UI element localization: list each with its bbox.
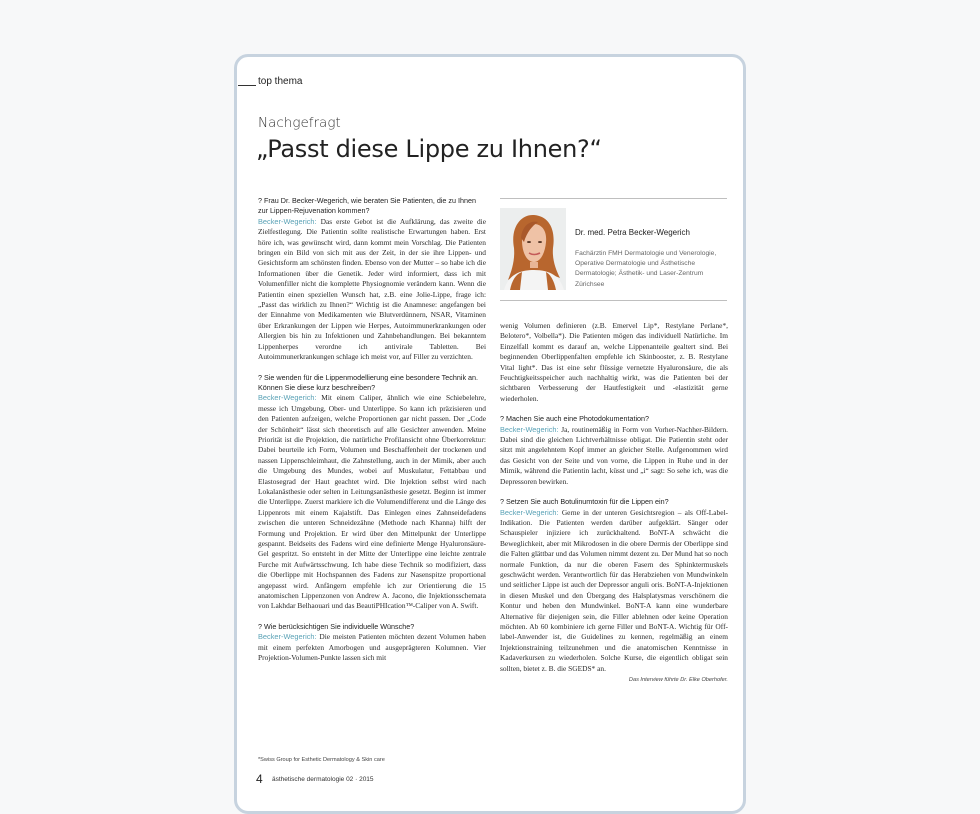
speaker-label: Becker-Wegerich: xyxy=(258,393,317,403)
left-column xyxy=(258,196,486,673)
section-rule xyxy=(238,85,256,86)
profile-top-rule xyxy=(500,198,727,199)
speaker-label: Becker-Wegerich: xyxy=(500,507,559,517)
qa-block xyxy=(500,414,728,487)
footnote: *Swiss Group for Esthetic Dermatology & Skin care xyxy=(258,757,385,763)
continued-answer: wenig Volumen definieren (z.B. Emervel Lip*, Restylane Perlane*, Belotero*, Volbella*). Die Patienten mögen das individuell Natürliche. Im Einzelfall kommt es darauf an, welche Lippenanteile gealtert sind. Bei beginnenden Oberlippenfalten empfehle ich Skinbooster, z. B. Restylane Vital light*. Das ist eine sehr flüssige vernetzte Hyaluronsäure, die als Feuchtigkeitsspeicher auch nachhaltig wirkt, was die Patienten bei der sichtbaren Verbesserung der Hautfestigkeit und -elastizität gerne wiederholen. xyxy=(500,321,728,403)
author-name: Dr. med. Petra Becker-Wegerich xyxy=(575,228,691,237)
question: ? Frau Dr. Becker-Wegerich, wie beraten Sie Patienten, die zu Ihnen zur Lippen-Rejuvenation kommen? xyxy=(258,196,477,216)
author-description: Fachärztin FMH Dermatologie und Venerologie, Operative Dermatologie und Ästhetische Dermatologie; Ästhetik- und Laser-Zentrum Zürichsee xyxy=(575,250,717,288)
qa-block xyxy=(258,196,486,363)
portrait-image xyxy=(500,208,566,290)
interview-credit: Das Interview führte Dr. Elke Oberhofer. xyxy=(628,677,728,683)
speaker-label: Becker-Wegerich: xyxy=(258,632,317,642)
page-number: 4 xyxy=(256,772,263,786)
answer-text: Gerne in der unteren Gesichtsregion – als Off-Label-Indikation. Die Patienten werden darüber aufgeklärt. Sänger oder Schauspieler injiziere ich zurückhaltend. BoNT-A schwächt die Beweglichkeit, aber mit Mikrodosen in die obere Dermis der Oberlippe sind die Falten glättbar und das Volumen nimmt dezent zu. Der Mund hat so noch normale Funktion, da nur die oberen Fasern des Sphinktermuskels geschwächt werden. Verantwortlich für das Herabziehen von Mundwinkeln und seitlicher Lippe ist auch der Depressor anguli oris. BoNT-A-Injektionen in diesen Muskel und den Übergang des Halsplatysmas verschönern die Kontur und heben den Mundwinkel. BoNT-A kann eine wunderbare Alternative für diejenigen sein, die Filler ablehnen oder keine Operation möchten. Ab 60 kombiniere ich gerne Filler und BoNT-A. Wichtig für Off-label-Anwender ist, die Guidelines zu kennen, regelmäßig an einem Injektionstraining teilzunehmen und die anatomischen Kenntnisse in Kadaverkursen zu wiederholen. Solche Kurse, die eigentlich obligat sein sollten, bietet z. B. die SGEDS* an. xyxy=(500,507,728,673)
answer-text: Das erste Gebot ist die Aufklärung, das zweite die Zielfestlegung. Die Patientin sollte realistische Erwartungen haben. Erst höre ich, was gewünscht wird, dann kommt mein Vorschlag. Die Patienten bringen ein Bild von sich mit aus der Zeit, in der sie ihre Lippen- und Gesichtsform am schönsten finden. Ebenso von der Mutter – so habe ich die Informationen über die Genetik. Jeder wird informiert, dass ich mit Volumenfiller nicht die komplette Physiognomie verändern kann. Wenn die Patientin einen speziellen Wunsch hat, z.B. eine Jolie-Lippe, frage ich: „Passt das wirklich zu Ihnen?“ Wichtig ist die Anamnese: angefangen bei der Einnahme von Medikamenten wie Blutverdünnern, NSAR, Vitaminen über Erkrankungen der Lippen wie Herpes, Autoimmunerkrankungen oder Allergien bis hin zu Infektionen und Zahnbehandlungen. Bei bekanntem Lippenherpes verordne ich antivirale Tabletten. Bei Autoimmunerkrankungen schlage ich meist vor, auf Filler zu verzichten. xyxy=(258,216,486,362)
speaker-label: Becker-Wegerich: xyxy=(500,424,559,434)
profile-bottom-rule xyxy=(500,300,727,301)
author-portrait xyxy=(500,208,566,290)
question: ? Wie berücksichtigen Sie individuelle Wünsche? xyxy=(258,621,415,631)
speaker-label: Becker-Wegerich: xyxy=(258,216,317,226)
article-title: „Passt diese Lippe zu Ihnen?“ xyxy=(256,135,602,163)
question: ? Machen Sie auch eine Photodokumentation? xyxy=(500,414,650,424)
journal-name: ästhetische dermatologie 02 · 2015 xyxy=(272,776,374,783)
article-kicker: Nachgefragt xyxy=(258,115,341,131)
question: ? Setzen Sie auch Botulinumtoxin für die Lippen ein? xyxy=(500,497,669,507)
answer-text: Die meisten Patienten möchten dezent Volumen haben mit einem perfekten Amorbogen und ausgeprägteren Kolumnen. Vier Projektion-Volumen-Punkte lassen sich mit xyxy=(258,632,486,663)
qa-block xyxy=(258,622,486,664)
question: ? Sie wenden für die Lippenmodellierung eine besondere Technik an. Können Sie diese kurz beschreiben? xyxy=(258,372,479,392)
section-label: top thema xyxy=(258,76,303,87)
answer-text: Ja, routinemäßig in Form von Vorher-Nachher-Bildern. Dabei sind die gleichen Lichtverhältnisse obligat. Die Patientin steht oder sitzt mit angelehntem Kopf immer an gleicher Stelle. Aufgenommen wird das Gesicht von der Seite und von vorne, die Lippen in Ruhe und in der Mimik, während die Patientin lacht, küsst und „i“ sagt: So sehe ich, was die Depressoren bewirken. xyxy=(500,424,728,486)
right-column xyxy=(500,321,728,685)
answer-text: Mit einem Caliper, ähnlich wie eine Schiebelehre, messe ich Umgebung, Ober- und Unterlippe. So kann ich präzisieren und den Patienten aufzeigen, welche Proportionen gar nicht passen. Der „Code der Schönheit“ lässt sich theoretisch auf alle Gesichter anwenden. Meine Priorität ist die Projektion, die natürliche Profilansicht ohne Überkorrektur: Dabei beurteile ich Form, Volumen und Beschaffenheit der trockenen und nassen Lippenschleimhaut, die Zahnstellung, auch in der Mimik, aber auch die Umgebung des Mundes, wobei auf Muskulatur, Fettabbau und Elastosegrad der Haut geachtet wird. Die Injektion selbst wird nach Lokalanästhesie oder selten in Leitungsanästhesie gesetzt. Beginn ist immer die Unterlippe. Zuerst markiere ich die Volumendifferenz und die Länge des Lippenrots mit einem Kajalstift. Das Einlegen eines Zahnseidefadens zwischen die unteren Schneidezähne (Methode nach Khanna) hilft der Formung und Projektion. Er wird über den Mittelpunkt der Unterlippe gespannt. Beidseits des Fadens wird eine definierte Menge Hyaluronsäure-Gel gespritzt. So entsteht in der Mitte der Unterlippe eine leichte zentrale Furche mit Aufwärtsschwung. Ich habe diese Technik so modifiziert, dass die Oberlippe mit Hochspannen des Fadens zur Nasenspitze proportional angepasst wird. Anfängern empfehle ich zur Orientierung die 15 anatomischen Lippenzonen von Andrew A. Jacono, die Injektionsschemata von Lakhdar Belhaouari und das BeautiPHIcation™-Caliper von A. Swift. xyxy=(258,393,486,611)
qa-block xyxy=(258,373,486,612)
qa-block xyxy=(500,497,728,674)
